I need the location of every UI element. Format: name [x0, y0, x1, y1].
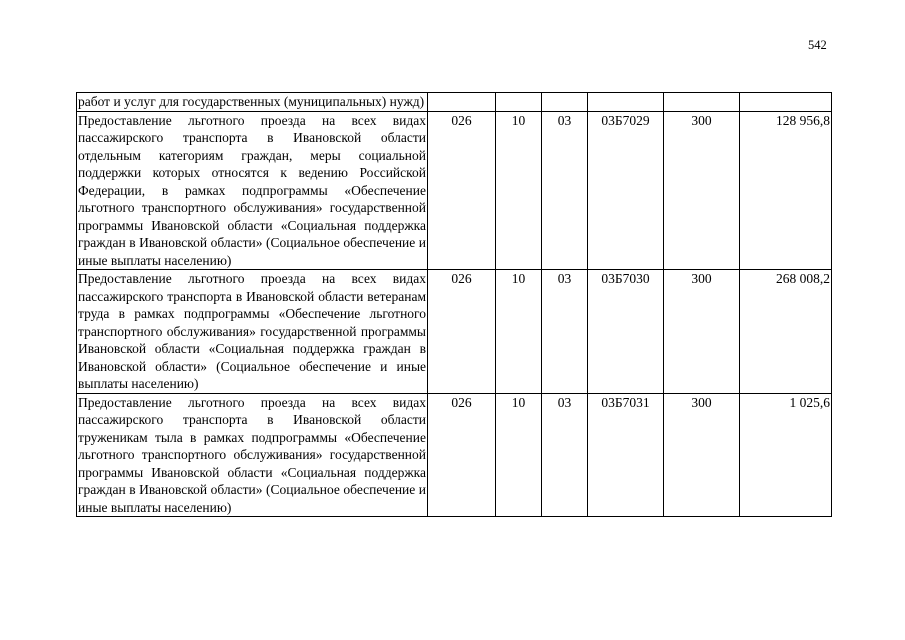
target-article-cell: 03Б7030: [588, 270, 664, 394]
subsection-code-cell: [542, 93, 588, 112]
subsection-code-cell: 03: [542, 270, 588, 394]
budget-table: [76, 92, 832, 517]
expense-type-cell: 300: [664, 111, 740, 270]
ministry-code-cell: [428, 93, 496, 112]
section-code-cell: 10: [496, 270, 542, 394]
amount-cell: 268 008,2: [740, 270, 832, 394]
ministry-code-cell: 026: [428, 111, 496, 270]
amount-cell: 1 025,6: [740, 393, 832, 517]
amount-cell: 128 956,8: [740, 111, 832, 270]
expense-type-cell: [664, 93, 740, 112]
row-description: Предоставление льготного проезда на всех видах пассажирского транспорта в Ивановской области ветеранам труда в рамках подпрограммы «Обеспечение льготного транспортного обслуживания» государственной программы Ивановской области «Социальная поддержка граждан в Ивановской области» (Социальное обеспечение и иные выплаты населению): [78, 271, 426, 391]
subsection-code-cell: 03: [542, 111, 588, 270]
table-row: [77, 270, 832, 394]
table-row: [77, 111, 832, 270]
section-code-cell: 10: [496, 111, 542, 270]
row-description: Предоставление льготного проезда на всех видах пассажирского транспорта в Ивановской области отдельным категориям граждан, меры социальной поддержки которых относятся к ведению Российской Федерации, в рамках подпрограммы «Обеспечение льготного транспортного обслуживания» государственной программы Ивановской области «Социальная поддержка граждан в Ивановской области» (Социальное обеспечение и иные выплаты населению): [78, 112, 426, 268]
section-code-cell: [496, 93, 542, 112]
target-article-cell: [588, 93, 664, 112]
row-description: работ и услуг для государственных (муниципальных) нужд): [77, 93, 428, 112]
section-code-cell: 10: [496, 393, 542, 517]
ministry-code-cell: 026: [428, 270, 496, 394]
target-article-cell: 03Б7031: [588, 393, 664, 517]
expense-type-cell: 300: [664, 270, 740, 394]
table-row: [77, 393, 832, 517]
row-description: Предоставление льготного проезда на всех видах пассажирского транспорта в Ивановской области труженикам тыла в рамках подпрограммы «Обеспечение льготного транспортного обслуживания» государственной программы Ивановской области «Социальная поддержка граждан в Ивановской области» (Социальное обеспечение и иные выплаты населению): [78, 394, 426, 515]
subsection-code-cell: 03: [542, 393, 588, 517]
target-article-cell: 03Б7029: [588, 111, 664, 270]
table-row: [77, 93, 832, 112]
amount-cell: [740, 93, 832, 112]
page-number: 542: [808, 38, 827, 52]
ministry-code-cell: 026: [428, 393, 496, 517]
expense-type-cell: 300: [664, 393, 740, 517]
